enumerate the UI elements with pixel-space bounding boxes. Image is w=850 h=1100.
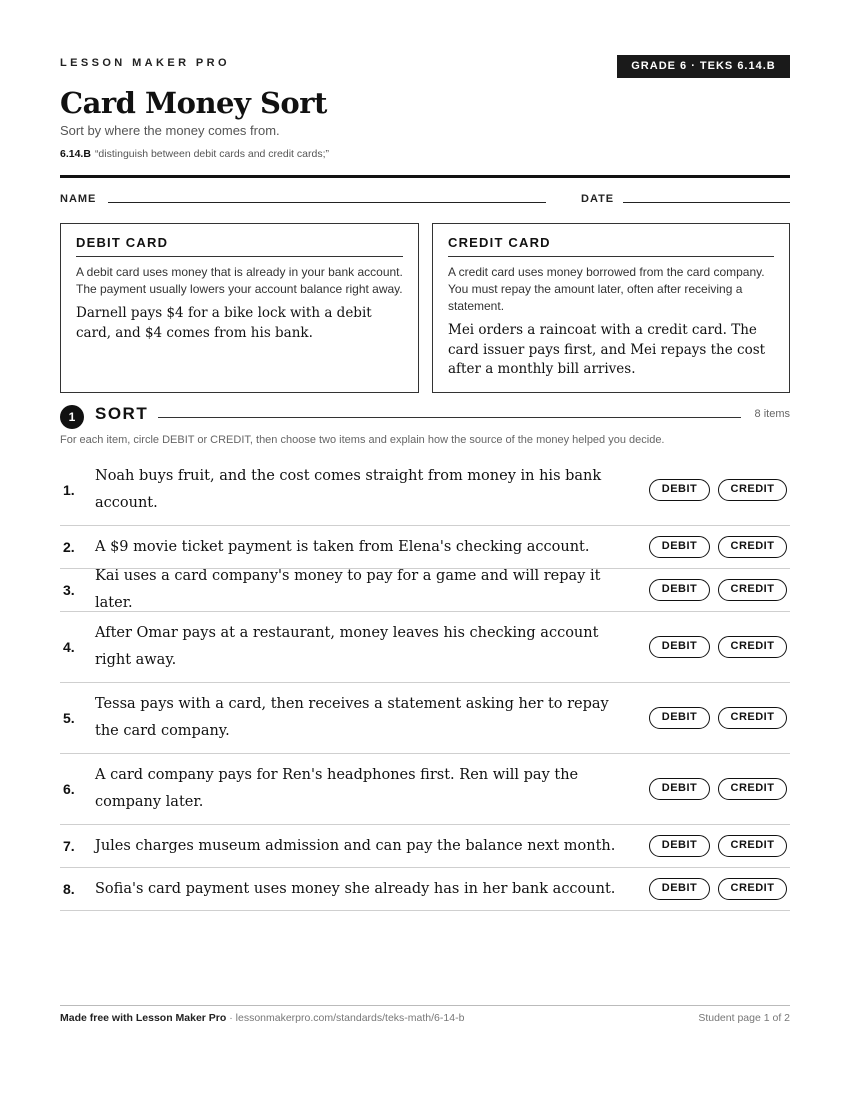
item-number: 4. [63, 639, 75, 655]
standard-text: “distinguish between debit cards and credit cards;” [94, 148, 329, 160]
page-subtitle: Sort by where the money comes from. [60, 123, 280, 138]
item-number: 1. [63, 482, 75, 498]
item-count: 8 items [754, 408, 790, 420]
credit-choice[interactable]: CREDIT [718, 878, 787, 900]
item-choices [649, 835, 790, 857]
item-text: Tessa pays with a card, then receives a statement asking her to repay the card company. [95, 696, 609, 739]
footer-divider [60, 1005, 790, 1006]
debit-choice[interactable]: DEBIT [649, 878, 710, 900]
section-divider [158, 417, 741, 418]
debit-choice[interactable]: DEBIT [649, 835, 710, 857]
debit-choice[interactable]: DEBIT [649, 479, 710, 501]
credit-choice[interactable]: CREDIT [718, 536, 787, 558]
item-text: Sofia's card payment uses money she already has in her bank account. [95, 880, 616, 897]
item-number: 7. [63, 838, 75, 854]
item-text: Jules charges museum admission and can pay the balance next month. [95, 837, 616, 854]
footer-credit [60, 1012, 464, 1024]
sort-item-list [60, 455, 790, 911]
credit-choice[interactable]: CREDIT [718, 636, 787, 658]
item-number: 6. [63, 781, 75, 797]
item-text: A $9 movie ticket payment is taken from Elena's checking account. [95, 538, 590, 555]
item-text: A card company pays for Ren's headphones first. Ren will pay the company later. [95, 767, 579, 810]
credit-example: Mei orders a raincoat with a credit card. The card issuer pays first, and Mei repays the cost after a monthly bill arrives. [448, 322, 766, 377]
section-number-badge: 1 [60, 405, 84, 429]
item-number: 8. [63, 881, 75, 897]
debit-example: Darnell pays $4 for a bike lock with a debit card, and $4 comes from his bank. [76, 305, 372, 341]
footer-url[interactable]: · lessonmakerpro.com/standards/teks-math/6-14-b [226, 1012, 465, 1024]
section-title: SORT [95, 404, 149, 423]
item-text: Kai uses a card company's money to pay for a game and will repay it later. [95, 568, 601, 611]
page-title: Card Money Sort [60, 86, 327, 120]
footer-made-with: Made free with Lesson Maker Pro [60, 1012, 227, 1024]
item-choices [649, 636, 790, 658]
credit-definition-heading: CREDIT CARD [448, 235, 774, 257]
debit-choice[interactable]: DEBIT [649, 536, 710, 558]
credit-choice[interactable]: CREDIT [718, 778, 787, 800]
standard-reference [60, 148, 329, 160]
debit-choice[interactable]: DEBIT [649, 636, 710, 658]
sort-item [60, 455, 790, 526]
item-text: Noah buys fruit, and the cost comes straight from money in his bank account. [95, 468, 602, 511]
debit-card-definition [60, 223, 419, 393]
standard-code: 6.14.B [60, 148, 91, 160]
brand-name: LESSON MAKER PRO [60, 57, 230, 69]
item-choices [649, 878, 790, 900]
item-text: After Omar pays at a restaurant, money leaves his checking account right away. [95, 625, 599, 668]
grade-badge: GRADE 6 · TEKS 6.14.B [617, 55, 790, 78]
item-choices [649, 536, 790, 558]
sort-item [60, 612, 790, 683]
credit-choice[interactable]: CREDIT [718, 835, 787, 857]
date-field[interactable] [623, 202, 790, 203]
item-number: 5. [63, 710, 75, 726]
sort-item [60, 825, 790, 868]
section-instructions: For each item, circle DEBIT or CREDIT, then choose two items and explain how the source of the money helped you decide. [60, 434, 665, 446]
page-indicator: Student page 1 of 2 [698, 1012, 790, 1024]
credit-card-definition [432, 223, 790, 393]
item-choices [649, 707, 790, 729]
debit-definition-text: A debit card uses money that is already in your bank account. The payment usually lowers your account balance right away. [76, 265, 403, 296]
credit-choice[interactable]: CREDIT [718, 579, 787, 601]
credit-definition-text: A credit card uses money borrowed from the card company. You must repay the amount later, often after receiving a statement. [448, 265, 765, 313]
header-divider [60, 175, 790, 178]
sort-item [60, 683, 790, 754]
date-label: DATE [581, 193, 615, 205]
item-choices [649, 778, 790, 800]
item-choices [649, 579, 790, 601]
item-choices [649, 479, 790, 501]
sort-item [60, 868, 790, 911]
debit-definition-heading: DEBIT CARD [76, 235, 403, 257]
debit-choice[interactable]: DEBIT [649, 579, 710, 601]
credit-choice[interactable]: CREDIT [718, 479, 787, 501]
sort-item [60, 754, 790, 825]
credit-choice[interactable]: CREDIT [718, 707, 787, 729]
debit-choice[interactable]: DEBIT [649, 707, 710, 729]
name-field[interactable] [108, 202, 546, 203]
item-number: 2. [63, 539, 75, 555]
name-label: NAME [60, 193, 97, 205]
debit-choice[interactable]: DEBIT [649, 778, 710, 800]
item-number: 3. [63, 582, 75, 598]
sort-item [60, 569, 790, 612]
